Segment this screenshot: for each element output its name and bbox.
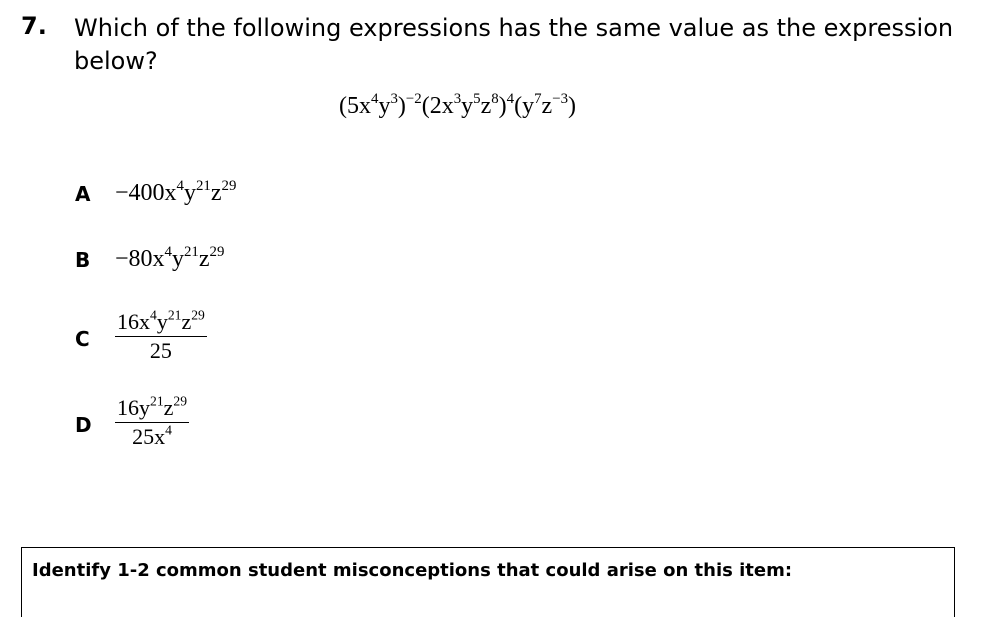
exponent: 3 [390, 90, 398, 107]
exponent: 4 [506, 90, 515, 107]
option-c-expression [115, 307, 207, 365]
option-term: y [183, 180, 196, 206]
option-d-letter: D [75, 413, 92, 437]
expr-part: ) [397, 93, 406, 119]
option-d-expression [115, 393, 189, 451]
exponent: 29 [173, 393, 188, 409]
given-expression [339, 90, 577, 120]
exponent: 5 [473, 90, 481, 107]
misconceptions-box[interactable] [21, 547, 955, 617]
misconceptions-label: Identify 1-2 common student misconceptions that could arise on this item: [32, 560, 793, 581]
question-number: 7. [21, 12, 47, 40]
exponent: 21 [150, 393, 164, 409]
expr-part: ) [568, 93, 577, 119]
option-term: z [210, 180, 222, 206]
exponent: 21 [167, 307, 182, 323]
exponent: 21 [183, 243, 199, 260]
question-text: Which of the following expressions has the same value as the expression below? [74, 14, 954, 75]
exponent: −2 [405, 90, 422, 107]
option-term: −400x [115, 180, 177, 206]
option-term: z [181, 309, 192, 334]
exponent: 29 [191, 307, 205, 323]
option-term: −80x [115, 246, 165, 272]
fraction-numerator [115, 307, 207, 337]
expr-part: (5x [339, 93, 371, 119]
expr-part: ) [498, 93, 507, 119]
exponent: 3 [453, 90, 462, 107]
exponent: 29 [221, 177, 237, 194]
option-c-letter: C [75, 327, 90, 351]
exponent: 4 [150, 307, 157, 323]
expr-part: z [480, 93, 492, 119]
option-term: y [156, 309, 168, 334]
fraction [115, 393, 189, 449]
exponent: 7 [534, 90, 542, 107]
option-a-expression [115, 177, 237, 207]
option-b-expression [115, 243, 225, 273]
fraction-denominator: 25 [149, 338, 172, 363]
exponent: 21 [195, 177, 211, 194]
option-a-letter: A [75, 182, 91, 206]
option-term: z [198, 246, 210, 272]
exponent: 4 [371, 90, 379, 107]
option-term: y [171, 246, 184, 272]
expr-part: (2x [421, 93, 454, 119]
exponent: 29 [209, 243, 225, 260]
expr-part: y [378, 93, 391, 119]
fraction [115, 307, 207, 363]
option-term: 25x [132, 424, 166, 449]
exponent: −3 [552, 90, 569, 107]
option-term: 16y [117, 395, 150, 420]
exponent: 4 [176, 177, 184, 194]
expr-part: y [461, 93, 474, 119]
expr-part: (y [514, 93, 535, 119]
option-b-letter: B [75, 248, 91, 272]
fraction-denominator [115, 423, 189, 448]
option-term: z [163, 395, 174, 420]
exponent: 8 [491, 90, 499, 107]
option-term: 16x [117, 309, 150, 334]
fraction-numerator [115, 393, 189, 423]
exponent: 4 [164, 243, 172, 260]
expr-part: z [541, 93, 553, 119]
exponent: 4 [165, 422, 172, 438]
